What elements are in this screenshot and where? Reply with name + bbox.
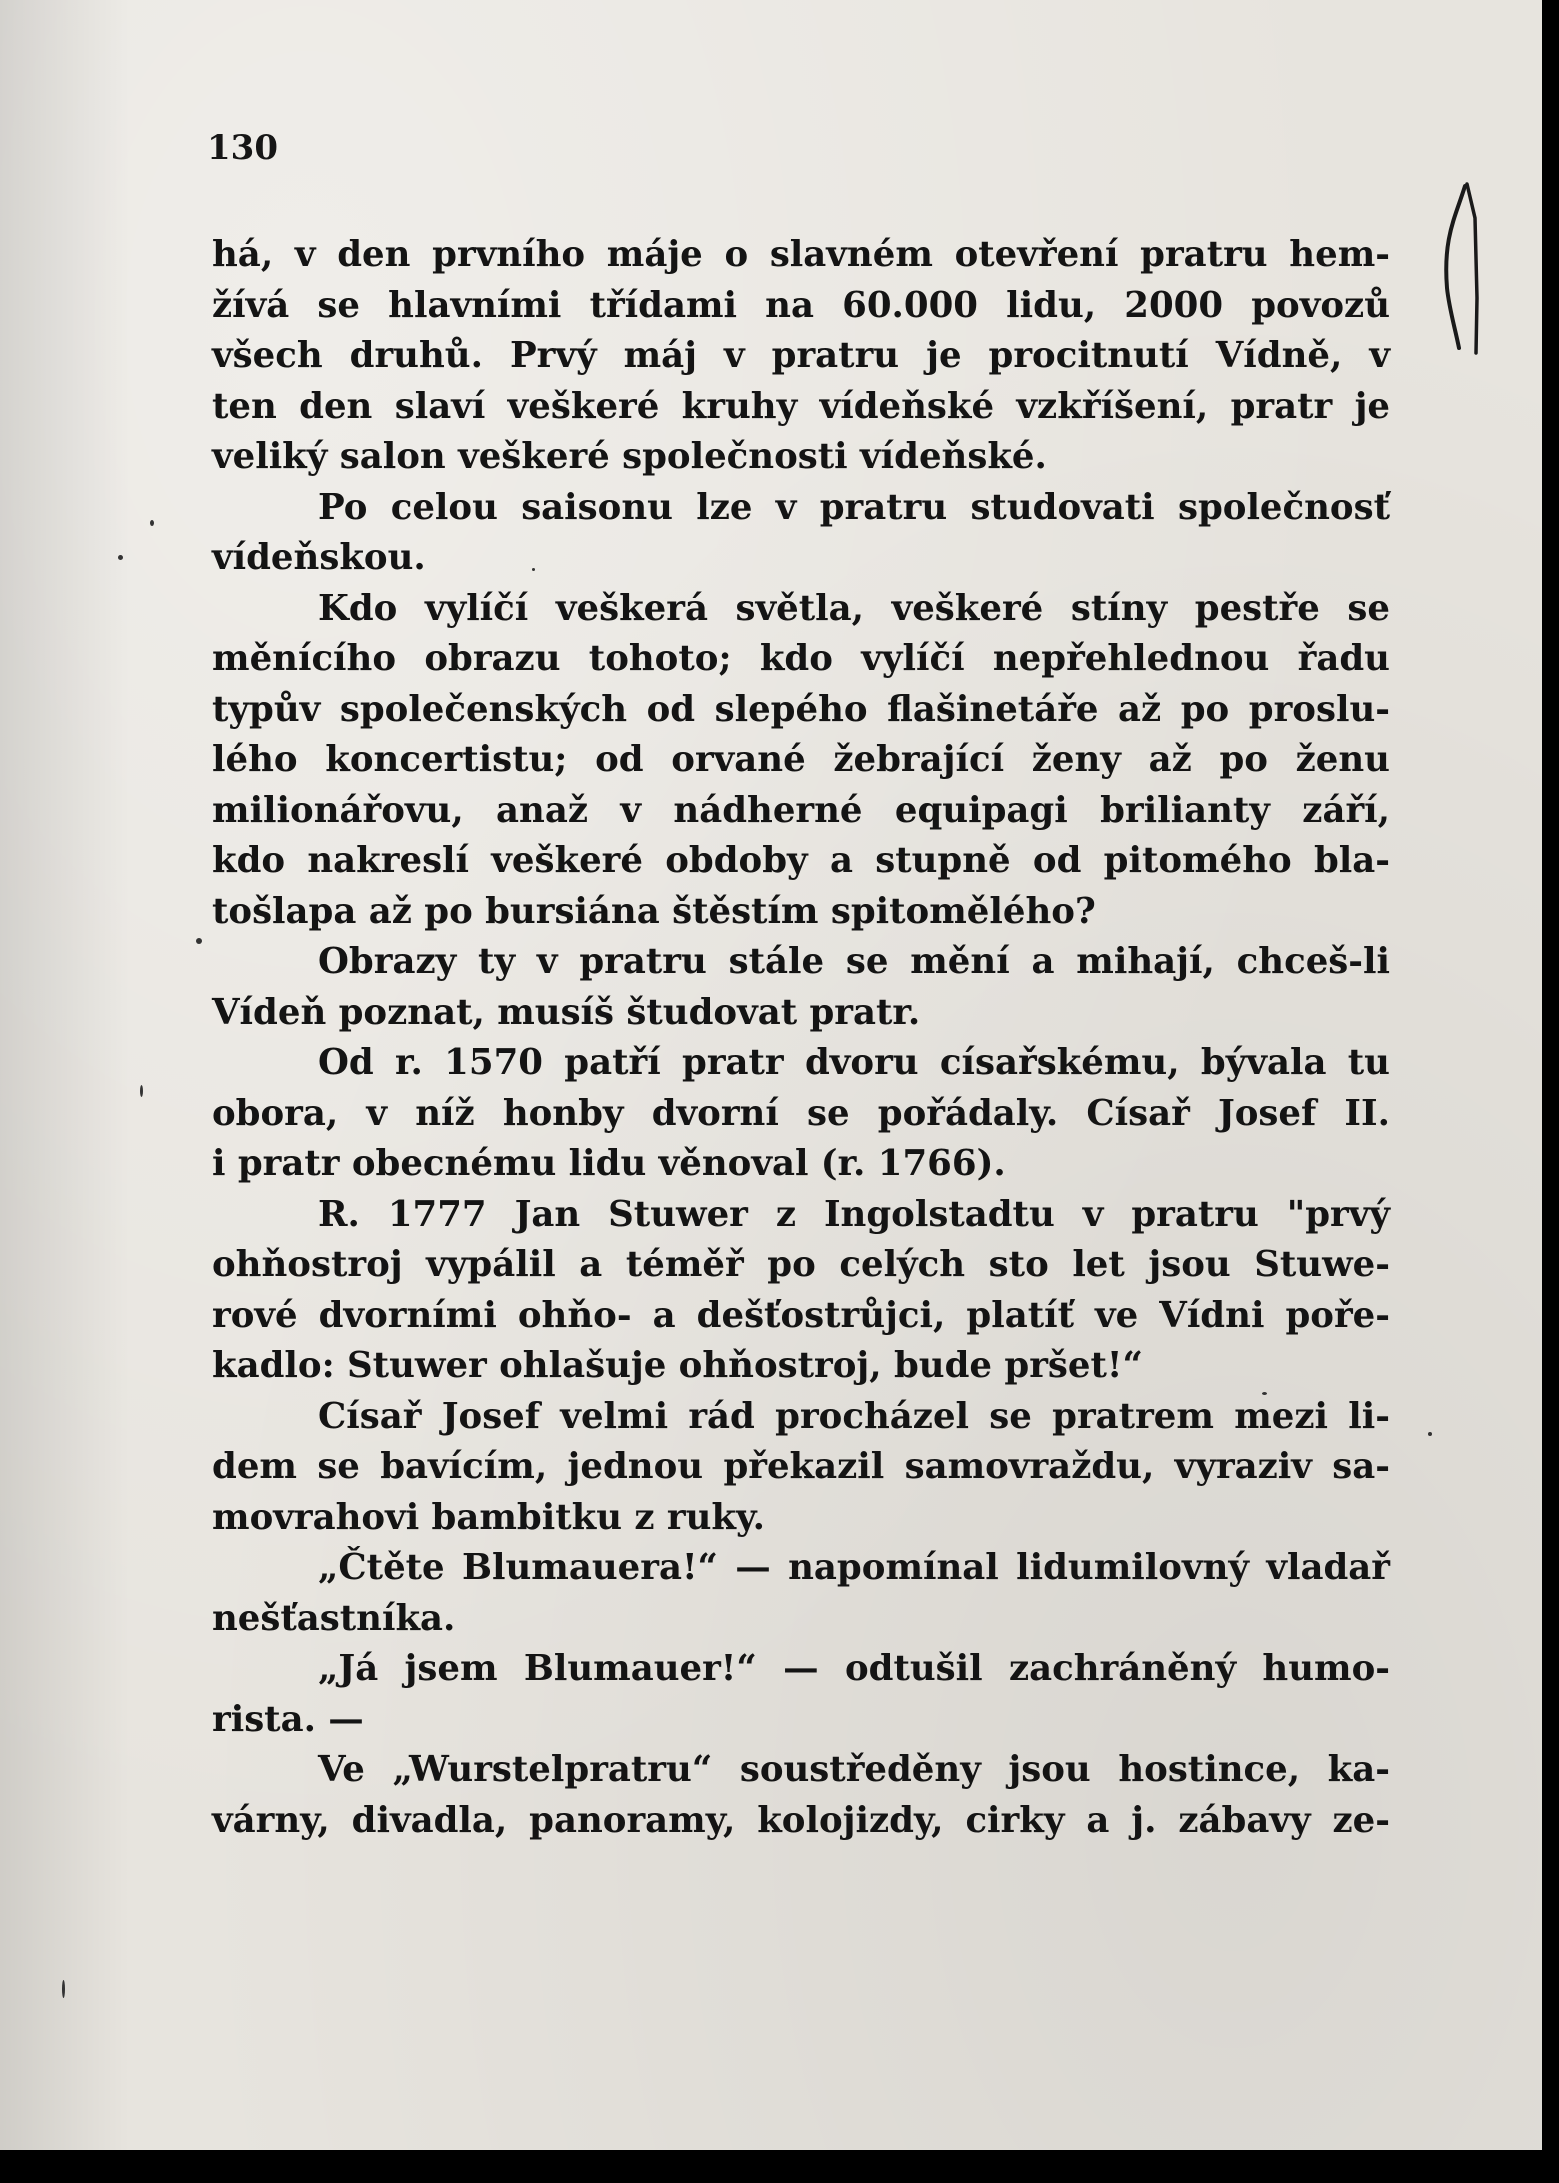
text-line: Vídeň poznat, musíš študovat pratr. — [212, 991, 921, 1033]
text-line: obora, v níž honby dvorní se pořádaly. Císař Josef II. — [212, 1092, 1390, 1134]
paper-speck — [118, 555, 123, 560]
text-line: měnícího obrazu tohoto; kdo vylíčí nepřehlednou řadu — [212, 638, 1390, 679]
text-line: nešťastníka. — [212, 1597, 456, 1639]
text-line: ten den slaví veškeré kruhy vídeňské vzkříšení, pratr je — [212, 385, 1390, 427]
text-line: rové dvorními ohňo- a dešťostrůjci, platíť ve Vídni poře- — [212, 1294, 1390, 1336]
page-number: 130 — [207, 128, 278, 168]
text-line: Kdo vylíčí veškerá světla, veškeré stíny pestře se — [318, 587, 1390, 629]
text-line: milionářovu, anaž v nádherné equipagi brilianty září, — [212, 789, 1390, 831]
text-line: vídeňskou. — [212, 537, 426, 578]
paper-speck — [1262, 1392, 1267, 1395]
margin-bracket-mark — [1425, 178, 1485, 368]
text-line: Obrazy ty v pratru stále se mění a mihají, chceš-li — [318, 941, 1390, 982]
text-line: dem se bavícím, jednou překazil samovraždu, vyraziv sa- — [212, 1446, 1390, 1487]
text-line: všech druhů. Prvý máj v pratru je procitnutí Vídně, v — [212, 335, 1390, 376]
text-line: movrahovi bambitku z ruky. — [212, 1496, 765, 1538]
text-line: kadlo: Stuwer ohlašuje ohňostroj, bude pršet!“ — [212, 1345, 1143, 1386]
paper-speck — [150, 520, 154, 526]
text-line: žívá se hlavními třídami na 60.000 lidu, 2000 povozů — [212, 284, 1390, 326]
scan-bottom-border — [0, 2150, 1559, 2183]
text-line: rista. — — [212, 1698, 364, 1740]
text-line: veliký salon veškeré společnosti vídeňské. — [212, 436, 1047, 477]
paper-speck — [196, 938, 202, 944]
text-line: tošlapa až po bursiána štěstím spitomělého? — [212, 890, 1096, 932]
text-line: ohňostroj vypálil a téměř po celých sto let jsou Stuwe- — [212, 1244, 1390, 1285]
text-line: typův společenských od slepého flašinetáře až po proslu- — [212, 688, 1390, 730]
paper-speck — [1428, 1432, 1432, 1436]
paper-speck — [62, 1980, 65, 1998]
text-line: i pratr obecnému lidu věnoval (r. 1766). — [212, 1143, 1006, 1184]
scan-right-border — [1542, 0, 1559, 2183]
text-line: „Já jsem Blumauer!“ — odtušil zachráněný humo- — [318, 1648, 1390, 1689]
text-line: Po celou saisonu lze v pratru studovati společnosť — [318, 486, 1390, 528]
paper-speck — [532, 568, 535, 571]
text-line: Ve „Wurstelpratru“ soustředěny jsou hostince, ka- — [318, 1749, 1390, 1790]
text-line: „Čtěte Blumauera!“ — napomínal lidumilovný vladař — [318, 1547, 1390, 1588]
text-line: kdo nakreslí veškeré obdoby a stupně od pitomého bla- — [212, 840, 1390, 881]
page-gutter-shadow — [0, 0, 130, 2150]
text-line: lého koncertistu; od orvané žebrající ženy až po ženu — [212, 739, 1390, 780]
text-line: Od r. 1570 patří pratr dvoru císařskému, bývala tu — [318, 1042, 1390, 1083]
text-line: R. 1777 Jan Stuwer z Ingolstadtu v pratru "prvý — [318, 1193, 1390, 1235]
text-line: várny, divadla, panoramy, kolojizdy, cirky a j. zábavy ze- — [212, 1799, 1390, 1841]
text-line: Císař Josef velmi rád procházel se pratrem mezi li- — [318, 1395, 1390, 1437]
paper-speck — [140, 1085, 143, 1097]
text-line: há, v den prvního máje o slavném otevření pratru hem- — [212, 234, 1390, 275]
body-text — [212, 230, 1390, 1846]
